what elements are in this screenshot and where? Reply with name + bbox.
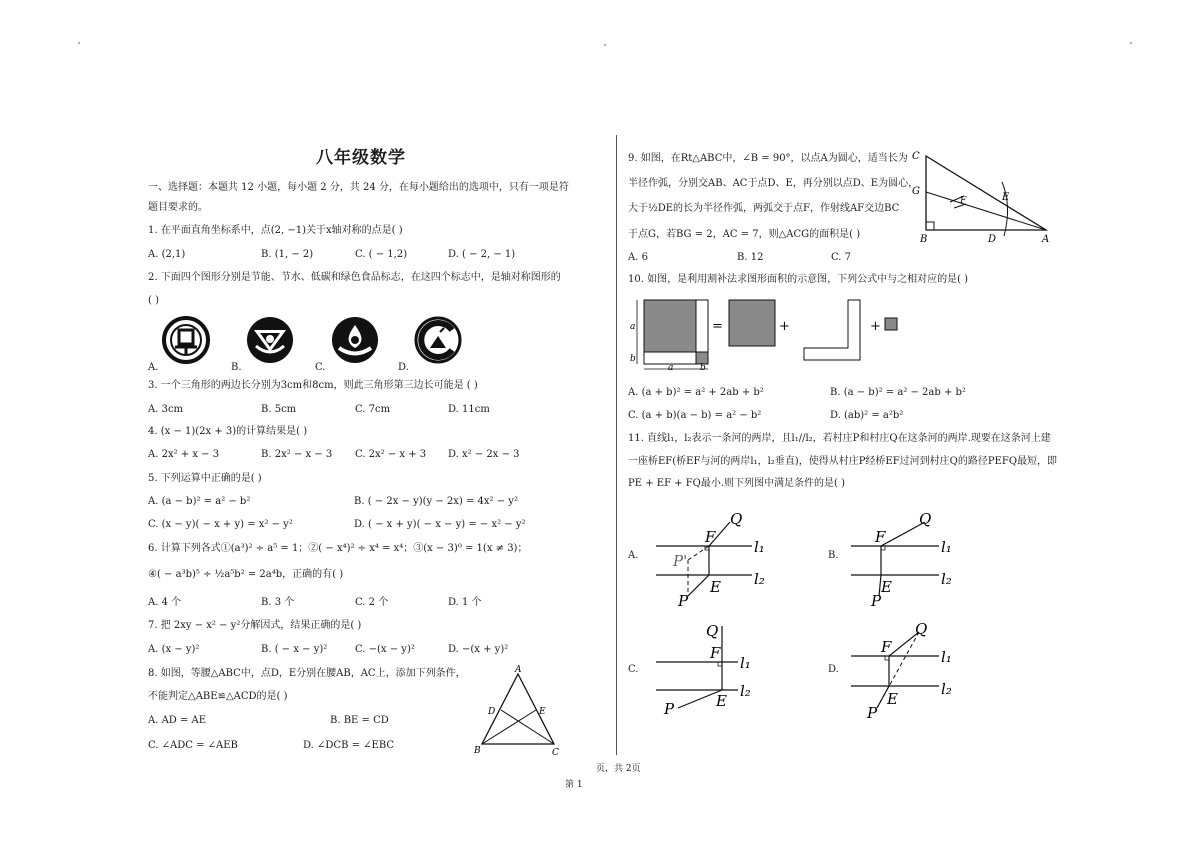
rt-label-f: F [960, 196, 967, 206]
low-carbon-logo [331, 316, 381, 366]
question-3-stem: 3. 一个三角形的两边长分别为3cm和8cm，则此三角形第三边长可能是 ( ) [148, 380, 478, 391]
q7-option-a: A. (x − y)² [148, 644, 200, 655]
c-label-f: F [710, 644, 721, 662]
tri-label-b: B [474, 746, 481, 756]
b-label-l2: l₂ [941, 570, 952, 588]
question-9-line-2: 半径作弧，分别交AB、AC于点D、E，再分别以点D、E为圆心， [628, 178, 919, 189]
q11-option-a: A. [628, 550, 639, 561]
scan-speck [1130, 42, 1132, 44]
q10-option-c: C. (a + b)(a − b) = a² − b² [628, 410, 762, 421]
d-label-f: F [881, 638, 892, 656]
q10-option-a: A. (a + b)² = a² + 2ab + b² [628, 387, 764, 398]
scan-speck [78, 42, 80, 44]
b-label-e: E [881, 578, 892, 596]
q3-option-a: A. 3cm [148, 404, 184, 415]
q2-option-b: B. [231, 362, 242, 373]
page-footer-count: 页，共 2页 [596, 764, 641, 774]
area-cut-paste-figure [626, 294, 916, 374]
q1-option-b: B. (1, − 2) [261, 249, 314, 260]
rt-label-g: G [912, 186, 920, 197]
a-label-q: Q [730, 510, 743, 528]
q10-option-b: B. (a − b)² = a² − 2ab + b² [830, 387, 966, 398]
section-header-cont: 题目要求的。 [148, 202, 208, 213]
q11-option-d: D. [828, 664, 839, 675]
area-equals: = [712, 319, 723, 334]
b-label-f: F [875, 528, 886, 546]
question-9-line-4: 于点G，若BG = 2，AC = 7，则△ACG的面积是( ) [628, 229, 861, 240]
q11-option-b: B. [828, 550, 839, 561]
energy-saving-logo [162, 316, 212, 366]
q4-option-b: B. 2x² − x − 3 [261, 449, 333, 460]
q2-option-a: A. [148, 362, 159, 373]
c-label-p: P [664, 700, 675, 718]
area-plus-2: + [870, 319, 881, 334]
question-6-line-1: 6. 计算下列各式①(a³)² ÷ a⁵ = 1；②( − x⁴)² ÷ x⁴ = x⁴；③(x − 3)⁰ = 1(x ≠ 3)； [148, 543, 528, 554]
water-saving-logo [246, 316, 296, 366]
rt-label-e: E [1002, 192, 1010, 203]
question-9-line-1: 9. 如图，在Rt△ABC中，∠B = 90°，以点A为圆心，适当长为 [628, 153, 908, 164]
q1-option-c: C. ( − 1,2) [355, 249, 408, 260]
q10-option-d: D. (ab)² = a²b² [830, 410, 904, 421]
question-8-line-1: 8. 如图，等腰△ABC中，点D，E分别在腰AB，AC上，添加下列条件， [148, 668, 466, 679]
q3-option-b: B. 5cm [261, 404, 297, 415]
d-label-e: E [887, 690, 898, 708]
rt-label-c: C [912, 151, 920, 162]
q3-option-c: C. 7cm [355, 404, 391, 415]
q5-option-d: D. ( − x + y)( − x − y) = − x² − y² [354, 519, 526, 530]
q2-option-d: D. [398, 362, 409, 373]
bridge-figure-d [845, 618, 965, 722]
question-5-stem: 5. 下列运算中正确的是( ) [148, 473, 262, 484]
rt-label-a: A [1042, 234, 1050, 245]
question-1-stem: 1. 在平面直角坐标系中，点(2, −1)关于x轴对称的点是( ) [148, 225, 403, 236]
q2-option-c: C. [315, 362, 326, 373]
area-label-b-bottom: b [700, 363, 706, 373]
tri-label-d: D [488, 707, 496, 717]
rt-label-d: D [988, 234, 997, 245]
page-footer-number: 第 1 [565, 780, 583, 790]
q4-option-c: C. 2x² − x + 3 [355, 449, 427, 460]
q1-option-d: D. ( − 2, − 1) [448, 249, 516, 260]
bridge-figure-a [650, 508, 770, 612]
q6-option-c: C. 2 个 [355, 597, 389, 608]
section-header: 一、选择题：本题共 12 小题，每小题 2 分，共 24 分，在每小题给出的选项中，只有一项是符 [148, 182, 569, 193]
q9-option-b: B. 12 [737, 252, 764, 263]
q5-option-b: B. ( − 2x − y)(y − 2x) = 4x² − y² [354, 496, 518, 507]
d-label-l2: l₂ [941, 680, 952, 698]
column-divider [616, 135, 617, 755]
scan-speck [604, 44, 606, 46]
q3-option-d: D. 11cm [448, 404, 490, 415]
a-label-l1: l₁ [754, 538, 765, 556]
q6-option-d: D. 1 个 [448, 597, 482, 608]
q8-option-b: B. BE = CD [330, 715, 389, 726]
rt-label-b: B [920, 234, 928, 245]
area-label-b-left: b [630, 354, 636, 364]
question-11-line-1: 11. 直线l₁，l₂表示一条河的两岸，且l₁//l₂，若村庄P和村庄Q在这条河的两岸.现要在这条河上建 [628, 433, 1051, 444]
q6-option-a: A. 4 个 [148, 597, 182, 608]
q7-option-d: D. −(x + y)² [448, 644, 509, 655]
question-11-line-3: PE + EF + FQ最小.则下列图中满足条件的是( ) [628, 478, 846, 489]
question-11-line-2: 一座桥EF(桥EF与河的两岸l₁，l₂垂直)，使得从村庄P经桥EF过河到村庄Q的路径PEFQ最短，即 [628, 456, 1058, 467]
q7-option-b: B. ( − x − y)² [261, 644, 328, 655]
q5-option-c: C. (x − y)( − x + y) = x² − y² [148, 519, 293, 530]
q6-option-b: B. 3 个 [261, 597, 295, 608]
question-2-stem: 2. 下面四个图形分别是节能、节水、低碳和绿色食品标志，在这四个标志中，是轴对称图形的 [148, 272, 561, 283]
question-2-paren: ( ) [148, 295, 159, 306]
a-label-e: E [710, 578, 721, 596]
q8-option-a: A. AD = AE [148, 715, 207, 726]
d-label-q: Q [915, 620, 928, 638]
area-label-a-bottom: a [668, 363, 674, 373]
tri-label-c: C [552, 748, 559, 758]
q7-option-c: C. −(x − y)² [355, 644, 415, 655]
page-title: 八年级数学 [316, 148, 406, 168]
d-label-l1: l₁ [941, 648, 952, 666]
a-label-p-prime: P' [673, 552, 688, 570]
area-label-a-left: a [630, 322, 636, 332]
q1-option-a: A. (2,1) [148, 249, 186, 260]
q4-option-a: A. 2x² + x − 3 [148, 449, 220, 460]
area-plus-1: + [779, 319, 790, 334]
right-triangle-figure [906, 146, 1056, 246]
q8-option-c: C. ∠ADC = ∠AEB [148, 740, 238, 751]
b-label-l1: l₁ [941, 538, 952, 556]
c-label-l1: l₁ [740, 654, 751, 672]
tri-label-e: E [539, 707, 546, 717]
isosceles-triangle-figure [470, 662, 570, 758]
c-label-q: Q [706, 622, 719, 640]
question-4-stem: 4. (x − 1)(2x + 3)的计算结果是( ) [148, 426, 308, 437]
question-8-line-2: 不能判定△ABE≌△ACD的是( ) [148, 691, 288, 702]
q8-option-d: D. ∠DCB = ∠EBC [303, 740, 395, 751]
q4-option-d: D. x² − 2x − 3 [448, 449, 520, 460]
question-10-stem: 10. 如图，是利用割补法求图形面积的示意图，下列公式中与之相对应的是( ) [628, 274, 969, 285]
a-label-p: P [678, 592, 689, 610]
green-food-logo [414, 316, 464, 366]
b-label-p: P [871, 592, 882, 610]
b-label-q: Q [919, 510, 932, 528]
q11-option-c: C. [628, 664, 639, 675]
c-label-l2: l₂ [740, 682, 751, 700]
a-label-f: F [705, 528, 716, 546]
q9-option-c: C. 7 [831, 252, 852, 263]
question-7-stem: 7. 把 2xy − x² − y²分解因式，结果正确的是( ) [148, 620, 362, 631]
bridge-figure-b [845, 508, 965, 612]
bridge-figure-c [650, 618, 770, 722]
d-label-p: P [867, 704, 878, 722]
tri-label-a: A [515, 665, 522, 675]
question-6-line-2: ④( − a³b)⁵ ÷ ½a⁵b² = 2a⁴b，正确的有( ) [148, 569, 344, 580]
q9-option-a: A. 6 [628, 252, 648, 263]
question-9-line-3: 大于½DE的长为半径作弧，两弧交于点F，作射线AF交边BC [628, 203, 900, 214]
c-label-e: E [716, 692, 727, 710]
a-label-l2: l₂ [754, 570, 765, 588]
q5-option-a: A. (a − b)² = a² − b² [148, 496, 251, 507]
